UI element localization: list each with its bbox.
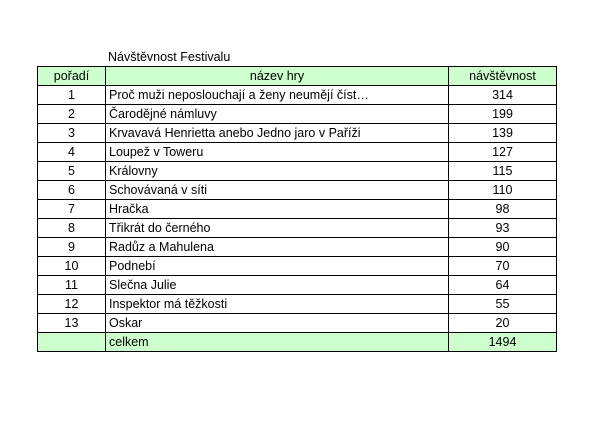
- rank-cell: 13: [38, 314, 106, 333]
- table-row: [38, 162, 557, 181]
- table-row: [38, 314, 557, 333]
- visits-cell: 64: [449, 276, 557, 295]
- play-name-cell: Oskar: [106, 314, 449, 333]
- rank-cell: 9: [38, 238, 106, 257]
- play-name-cell: Hračka: [106, 200, 449, 219]
- visits-cell: 115: [449, 162, 557, 181]
- play-name-cell: Loupež v Toweru: [106, 143, 449, 162]
- table-row: [38, 86, 557, 105]
- rank-cell: 11: [38, 276, 106, 295]
- play-name-cell: Třikrát do černého: [106, 219, 449, 238]
- table-row: [38, 105, 557, 124]
- play-name-cell: Královny: [106, 162, 449, 181]
- total-visits-cell: 1494: [449, 333, 557, 352]
- visits-cell: 55: [449, 295, 557, 314]
- rank-cell: 12: [38, 295, 106, 314]
- column-header-rank: pořadí: [38, 67, 106, 86]
- rank-cell: 4: [38, 143, 106, 162]
- visits-cell: 127: [449, 143, 557, 162]
- table-row: [38, 257, 557, 276]
- play-name-cell: Proč muži neposlouchají a ženy neumějí číst…: [106, 86, 449, 105]
- rank-cell: 7: [38, 200, 106, 219]
- visits-cell: 98: [449, 200, 557, 219]
- table-row: [38, 295, 557, 314]
- play-name-cell: Inspektor má těžkosti: [106, 295, 449, 314]
- table-row: [38, 238, 557, 257]
- total-row: [38, 333, 557, 352]
- play-name-cell: Čarodějné námluvy: [106, 105, 449, 124]
- table-row: [38, 181, 557, 200]
- play-name-cell: Slečna Julie: [106, 276, 449, 295]
- sheet-title: Návštěvnost Festivalu: [108, 50, 231, 64]
- play-name-cell: Radůz a Mahulena: [106, 238, 449, 257]
- rank-cell: 1: [38, 86, 106, 105]
- visits-cell: 110: [449, 181, 557, 200]
- column-header-visits: návštěvnost: [449, 67, 557, 86]
- play-name-cell: Podnebí: [106, 257, 449, 276]
- visits-cell: 139: [449, 124, 557, 143]
- play-name-cell: Schovávaná v síti: [106, 181, 449, 200]
- total-label-cell: celkem: [106, 333, 449, 352]
- visits-table: [37, 66, 557, 352]
- table-row: [38, 200, 557, 219]
- table-row: [38, 276, 557, 295]
- rank-cell: 3: [38, 124, 106, 143]
- visits-cell: 199: [449, 105, 557, 124]
- table-row: [38, 124, 557, 143]
- table-row: [38, 219, 557, 238]
- column-header-name: název hry: [106, 67, 449, 86]
- rank-cell: 6: [38, 181, 106, 200]
- visits-cell: 70: [449, 257, 557, 276]
- table-header-row: [38, 67, 557, 86]
- table-row: [38, 143, 557, 162]
- visits-cell: 314: [449, 86, 557, 105]
- visits-cell: 20: [449, 314, 557, 333]
- rank-cell: 10: [38, 257, 106, 276]
- visits-cell: 90: [449, 238, 557, 257]
- rank-cell: 8: [38, 219, 106, 238]
- rank-cell: 5: [38, 162, 106, 181]
- total-rank-cell: [38, 333, 106, 352]
- rank-cell: 2: [38, 105, 106, 124]
- visits-cell: 93: [449, 219, 557, 238]
- play-name-cell: Krvavavá Henrietta anebo Jedno jaro v Paříži: [106, 124, 449, 143]
